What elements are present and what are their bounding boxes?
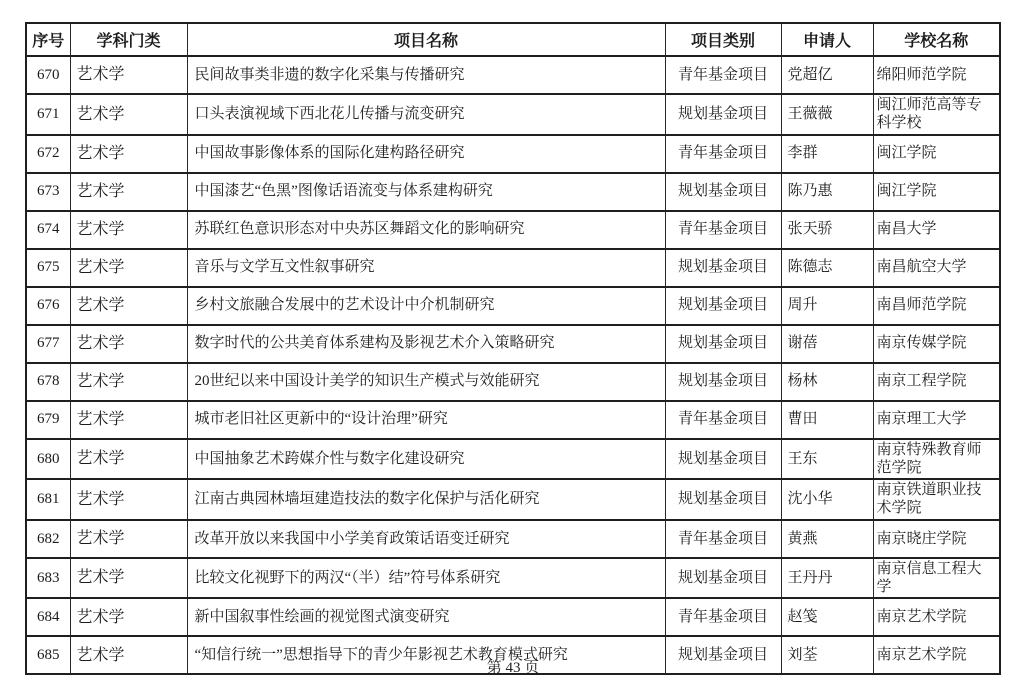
table-row xyxy=(26,173,1000,211)
cell-school: 南京艺术学院 xyxy=(873,636,1000,674)
cell-school: 南昌航空大学 xyxy=(873,249,1000,287)
cell-applicant: 谢蓓 xyxy=(781,325,873,363)
cell-project-type: 规划基金项目 xyxy=(665,249,781,287)
cell-school: 南昌大学 xyxy=(873,211,1000,249)
cell-project-type: 青年基金项目 xyxy=(665,135,781,173)
cell-school: 南京艺术学院 xyxy=(873,598,1000,636)
cell-seq: 672 xyxy=(26,135,70,173)
cell-seq: 683 xyxy=(26,558,70,599)
cell-project-name: 民间故事类非遗的数字化采集与传播研究 xyxy=(187,56,665,94)
cell-project-name: 城市老旧社区更新中的“设计治理”研究 xyxy=(187,401,665,439)
cell-school: 南京理工大学 xyxy=(873,401,1000,439)
cell-applicant: 黄燕 xyxy=(781,520,873,558)
cell-seq: 670 xyxy=(26,56,70,94)
table-row xyxy=(26,325,1000,363)
cell-project-type: 规划基金项目 xyxy=(665,479,781,520)
cell-project-type: 规划基金项目 xyxy=(665,363,781,401)
cell-applicant: 李群 xyxy=(781,135,873,173)
cell-applicant: 沈小华 xyxy=(781,479,873,520)
header-applicant: 申请人 xyxy=(781,23,873,56)
cell-school: 南京特殊教育师范学院 xyxy=(873,439,1000,480)
header-project-name: 项目名称 xyxy=(187,23,665,56)
cell-project-name: 数字时代的公共美育体系建构及影视艺术介入策略研究 xyxy=(187,325,665,363)
cell-project-name: 江南古典园林墙垣建造技法的数字化保护与活化研究 xyxy=(187,479,665,520)
table-row xyxy=(26,287,1000,325)
cell-discipline: 艺术学 xyxy=(70,287,187,325)
cell-school: 南京铁道职业技术学院 xyxy=(873,479,1000,520)
cell-project-type: 青年基金项目 xyxy=(665,598,781,636)
cell-applicant: 刘荃 xyxy=(781,636,873,674)
cell-applicant: 张天骄 xyxy=(781,211,873,249)
cell-discipline: 艺术学 xyxy=(70,636,187,674)
cell-project-name: 20世纪以来中国设计美学的知识生产模式与效能研究 xyxy=(187,363,665,401)
cell-school: 闽江学院 xyxy=(873,135,1000,173)
cell-discipline: 艺术学 xyxy=(70,94,187,135)
cell-applicant: 杨林 xyxy=(781,363,873,401)
cell-discipline: 艺术学 xyxy=(70,211,187,249)
cell-seq: 685 xyxy=(26,636,70,674)
cell-school: 绵阳师范学院 xyxy=(873,56,1000,94)
page-number: 第 43 页 xyxy=(486,660,540,676)
cell-project-name: 改革开放以来我国中小学美育政策话语变迁研究 xyxy=(187,520,665,558)
cell-project-type: 规划基金项目 xyxy=(665,636,781,674)
cell-project-name: 苏联红色意识形态对中央苏区舞蹈文化的影响研究 xyxy=(187,211,665,249)
cell-project-name: 口头表演视域下西北花儿传播与流变研究 xyxy=(187,94,665,135)
cell-seq: 677 xyxy=(26,325,70,363)
table-row xyxy=(26,211,1000,249)
table-body xyxy=(26,56,1000,674)
cell-project-name: 中国抽象艺术跨媒介性与数字化建设研究 xyxy=(187,439,665,480)
table-row xyxy=(26,598,1000,636)
cell-seq: 671 xyxy=(26,94,70,135)
cell-seq: 682 xyxy=(26,520,70,558)
cell-project-name: “知信行统一”思想指导下的青少年影视艺术教育模式研究 xyxy=(187,636,665,674)
table-row xyxy=(26,249,1000,287)
cell-applicant: 曹田 xyxy=(781,401,873,439)
table-row xyxy=(26,94,1000,135)
header-seq: 序号 xyxy=(26,23,70,56)
cell-school: 南京信息工程大学 xyxy=(873,558,1000,599)
header-school: 学校名称 xyxy=(873,23,1000,56)
cell-discipline: 艺术学 xyxy=(70,401,187,439)
cell-applicant: 陈乃惠 xyxy=(781,173,873,211)
cell-project-type: 青年基金项目 xyxy=(665,520,781,558)
cell-seq: 673 xyxy=(26,173,70,211)
cell-discipline: 艺术学 xyxy=(70,363,187,401)
cell-applicant: 党超亿 xyxy=(781,56,873,94)
cell-seq: 675 xyxy=(26,249,70,287)
table-row xyxy=(26,479,1000,520)
cell-discipline: 艺术学 xyxy=(70,479,187,520)
cell-discipline: 艺术学 xyxy=(70,439,187,480)
cell-applicant: 王丹丹 xyxy=(781,558,873,599)
table-row xyxy=(26,56,1000,94)
cell-discipline: 艺术学 xyxy=(70,325,187,363)
cell-discipline: 艺术学 xyxy=(70,135,187,173)
cell-seq: 681 xyxy=(26,479,70,520)
cell-seq: 676 xyxy=(26,287,70,325)
cell-applicant: 王薇薇 xyxy=(781,94,873,135)
cell-discipline: 艺术学 xyxy=(70,558,187,599)
table-row xyxy=(26,135,1000,173)
cell-discipline: 艺术学 xyxy=(70,249,187,287)
cell-project-type: 规划基金项目 xyxy=(665,287,781,325)
table-row xyxy=(26,520,1000,558)
cell-school: 闽江学院 xyxy=(873,173,1000,211)
header-discipline: 学科门类 xyxy=(70,23,187,56)
cell-school: 南京传媒学院 xyxy=(873,325,1000,363)
table-row xyxy=(26,401,1000,439)
cell-discipline: 艺术学 xyxy=(70,598,187,636)
cell-school: 南京晓庄学院 xyxy=(873,520,1000,558)
cell-school: 南京工程学院 xyxy=(873,363,1000,401)
cell-discipline: 艺术学 xyxy=(70,173,187,211)
cell-seq: 678 xyxy=(26,363,70,401)
cell-applicant: 周升 xyxy=(781,287,873,325)
cell-project-type: 青年基金项目 xyxy=(665,211,781,249)
cell-seq: 680 xyxy=(26,439,70,480)
cell-project-type: 规划基金项目 xyxy=(665,558,781,599)
cell-seq: 684 xyxy=(26,598,70,636)
cell-project-type: 青年基金项目 xyxy=(665,401,781,439)
project-grant-table xyxy=(25,22,1001,675)
cell-project-name: 乡村文旅融合发展中的艺术设计中介机制研究 xyxy=(187,287,665,325)
cell-discipline: 艺术学 xyxy=(70,56,187,94)
cell-applicant: 陈德志 xyxy=(781,249,873,287)
cell-project-name: 比较文化视野下的两汉“（半）结”符号体系研究 xyxy=(187,558,665,599)
cell-project-name: 音乐与文学互文性叙事研究 xyxy=(187,249,665,287)
header-project-type: 项目类别 xyxy=(665,23,781,56)
cell-school: 南昌师范学院 xyxy=(873,287,1000,325)
cell-applicant: 王东 xyxy=(781,439,873,480)
cell-project-name: 中国漆艺“色黑”图像话语流变与体系建构研究 xyxy=(187,173,665,211)
table-row xyxy=(26,363,1000,401)
cell-discipline: 艺术学 xyxy=(70,520,187,558)
table-row xyxy=(26,439,1000,480)
cell-project-type: 规划基金项目 xyxy=(665,173,781,211)
cell-project-name: 新中国叙事性绘画的视觉图式演变研究 xyxy=(187,598,665,636)
cell-seq: 679 xyxy=(26,401,70,439)
cell-project-type: 规划基金项目 xyxy=(665,439,781,480)
cell-project-name: 中国故事影像体系的国际化建构路径研究 xyxy=(187,135,665,173)
cell-applicant: 赵笺 xyxy=(781,598,873,636)
table-header xyxy=(26,23,1000,56)
table-row xyxy=(26,558,1000,599)
cell-seq: 674 xyxy=(26,211,70,249)
header-row xyxy=(26,23,1000,56)
cell-project-type: 规划基金项目 xyxy=(665,325,781,363)
cell-school: 闽江师范高等专科学校 xyxy=(873,94,1000,135)
cell-project-type: 青年基金项目 xyxy=(665,56,781,94)
cell-project-type: 规划基金项目 xyxy=(665,94,781,135)
